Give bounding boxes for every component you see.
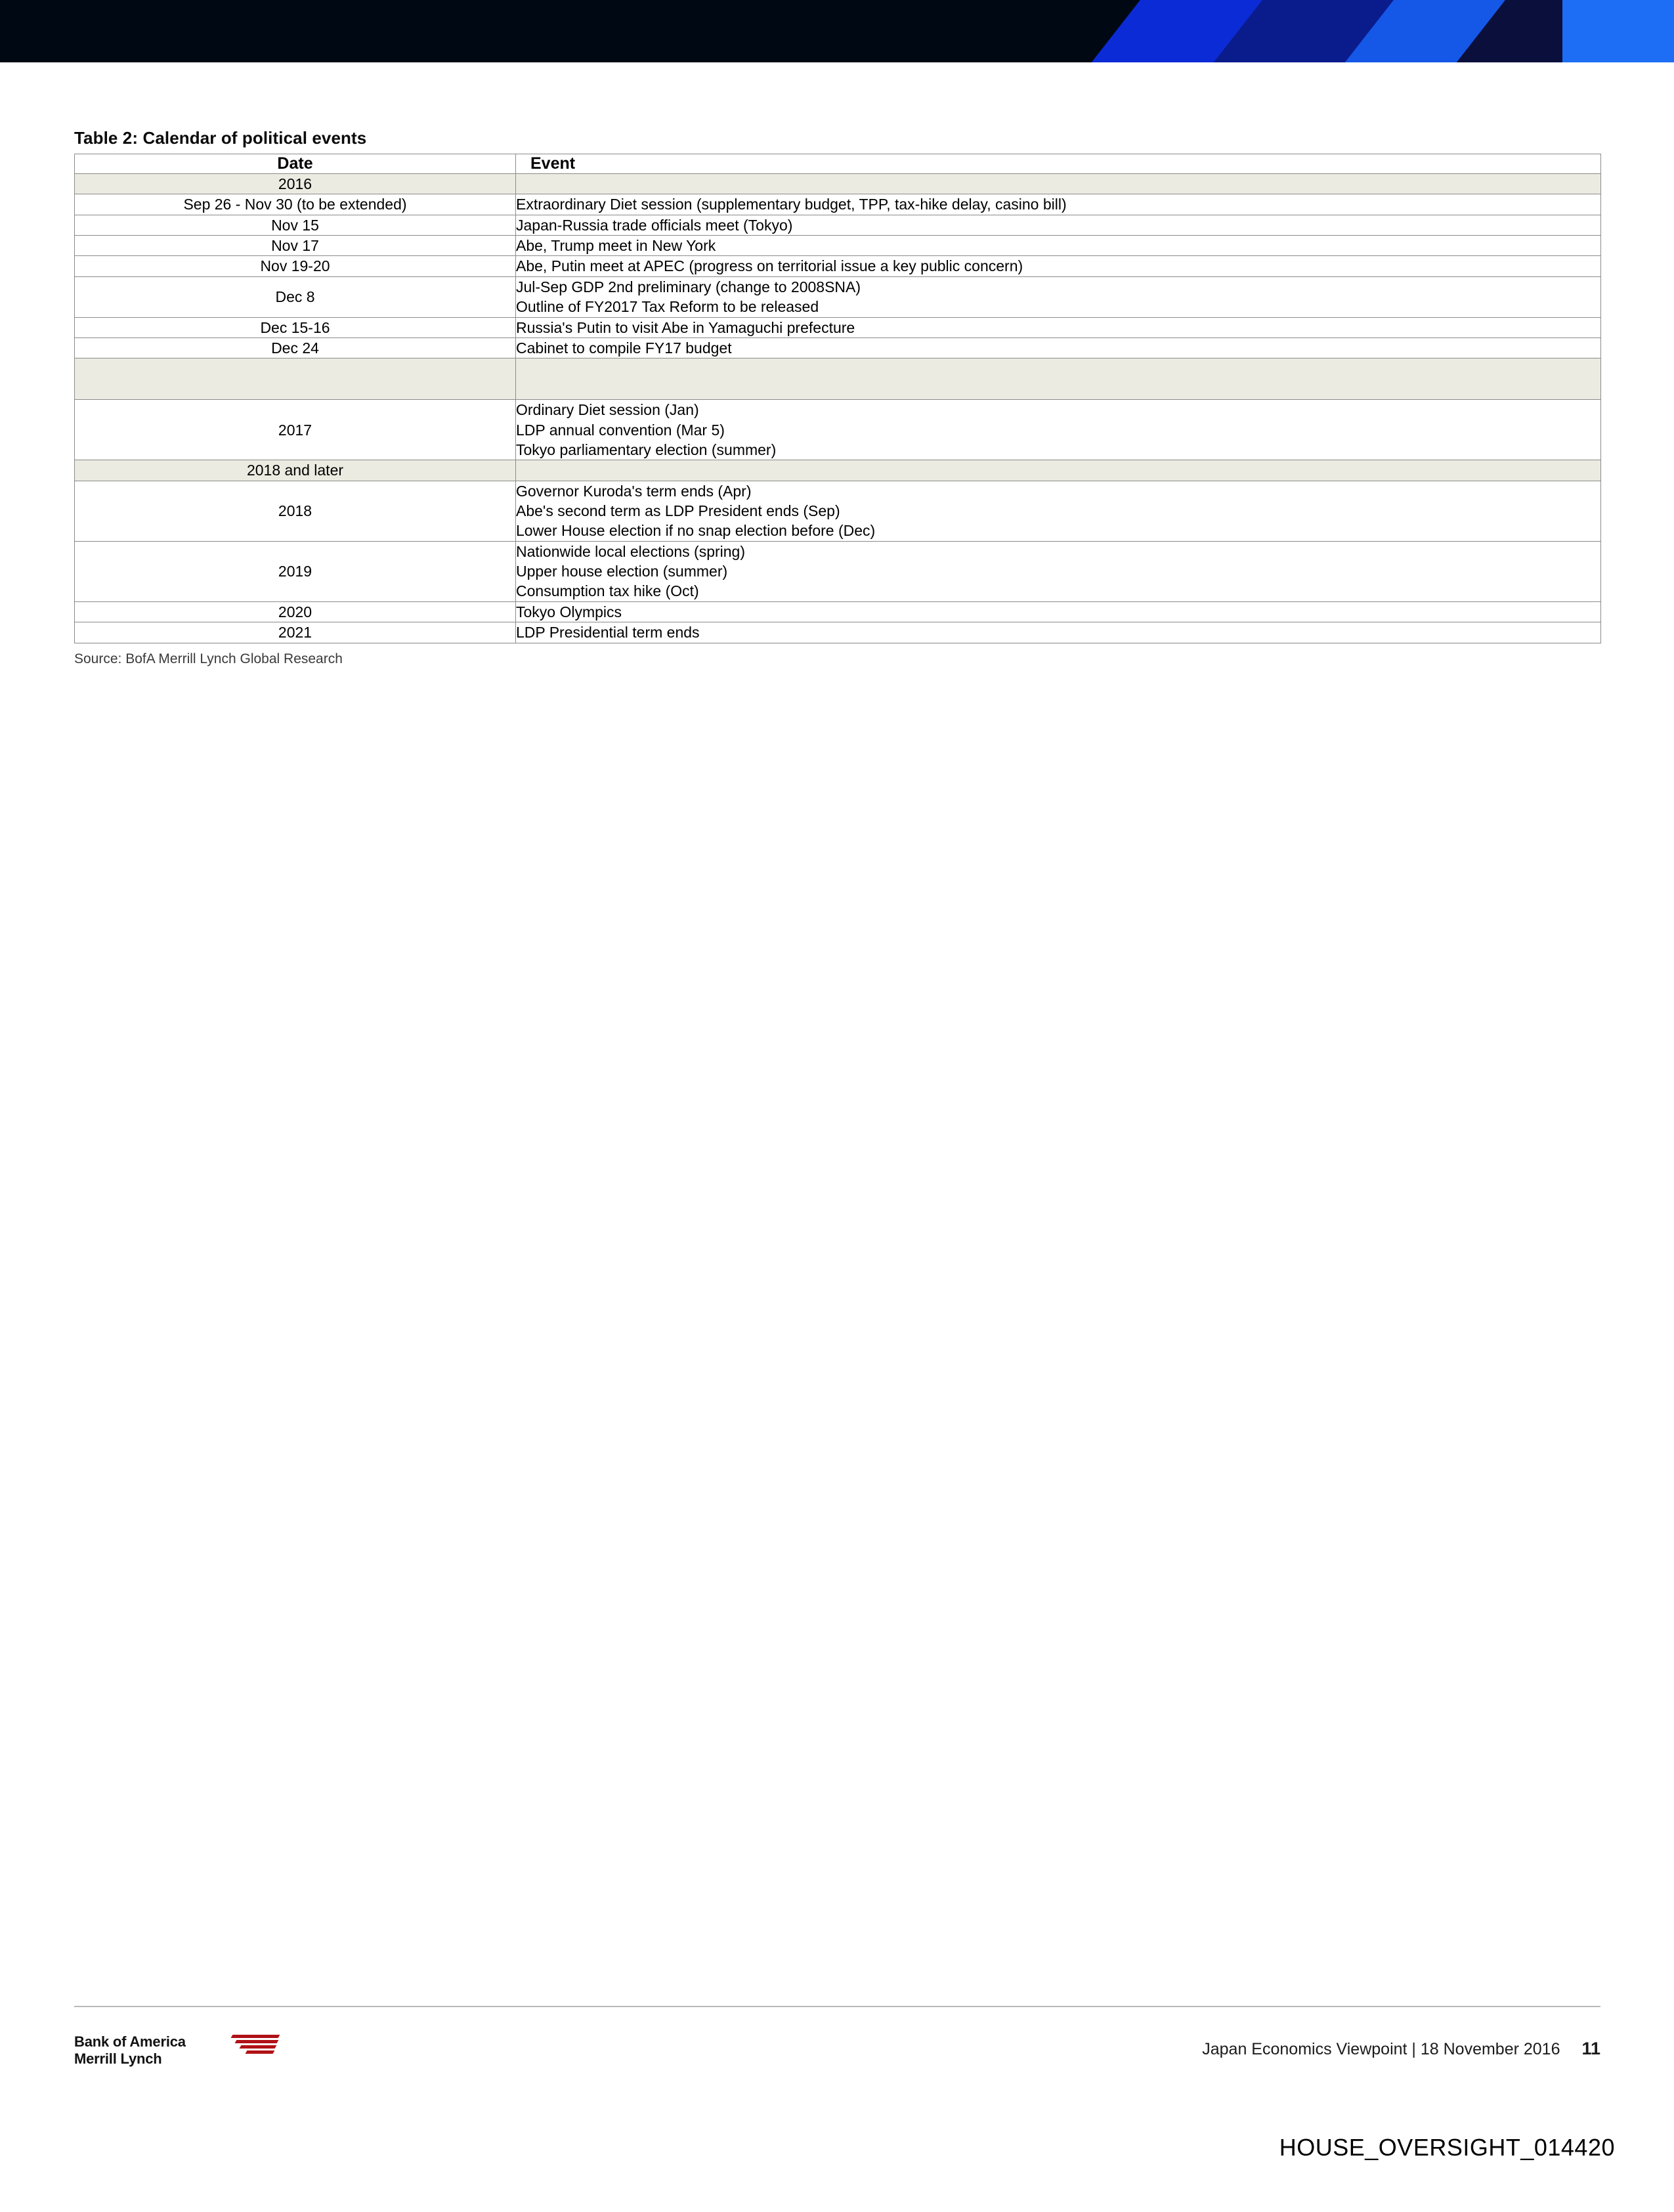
cell-event (516, 276, 1601, 317)
table-row (75, 276, 1601, 317)
document-content (74, 128, 1600, 667)
calendar-of-political-events-table (74, 154, 1601, 643)
footer-document-info: Japan Economics Viewpoint | 18 November 2016 (1202, 2040, 1560, 2058)
event-line: Outline of FY2017 Tax Reform to be released (516, 298, 819, 316)
cell-event: Cabinet to compile FY17 budget (516, 337, 1601, 358)
cell-date: Dec 15-16 (75, 317, 516, 337)
page-footer (74, 2019, 1600, 2078)
table-row (75, 215, 1601, 235)
event-line: Governor Kuroda's term ends (Apr) (516, 482, 752, 500)
cell-date (75, 358, 516, 400)
logo-line-2: Merrill Lynch (74, 2050, 162, 2067)
cell-date: Dec 24 (75, 337, 516, 358)
table-section-row (75, 460, 1601, 481)
table-spacer-row (75, 358, 1601, 400)
table-row (75, 601, 1601, 622)
event-line: Tokyo parliamentary election (summer) (516, 441, 777, 458)
cell-event: Japan-Russia trade officials meet (Tokyo) (516, 215, 1601, 235)
table-title: Table 2: Calendar of political events (74, 128, 367, 148)
event-line: Lower House election if no snap election before (Dec) (516, 522, 876, 540)
cell-event (516, 541, 1601, 601)
cell-date: Sep 26 - Nov 30 (to be extended) (75, 194, 516, 215)
cell-event: Abe, Trump meet in New York (516, 236, 1601, 256)
cell-event (516, 400, 1601, 460)
cell-date: Nov 17 (75, 236, 516, 256)
cell-date: Nov 19-20 (75, 256, 516, 276)
cell-date: 2021 (75, 622, 516, 643)
cell-date: Dec 8 (75, 276, 516, 317)
event-line: Consumption tax hike (Oct) (516, 582, 699, 600)
table-row (75, 194, 1601, 215)
table-section-row (75, 174, 1601, 194)
table-row (75, 400, 1601, 460)
table-row (75, 317, 1601, 337)
event-line: Abe's second term as LDP President ends (Sep) (516, 502, 840, 520)
table-row (75, 622, 1601, 643)
event-line: Ordinary Diet session (Jan) (516, 401, 699, 419)
table-row (75, 481, 1601, 541)
cell-event (516, 358, 1601, 400)
cell-event (516, 174, 1601, 194)
cell-date: 2019 (75, 541, 516, 601)
table-header-row (75, 154, 1601, 174)
page-number: 11 (1581, 2039, 1600, 2058)
bofa-merrill-lynch-logo (74, 2033, 291, 2068)
merrill-bull-stripes-icon (232, 2035, 279, 2060)
cell-event: Extraordinary Diet session (supplementary budget, TPP, tax-hike delay, casino bill) (516, 194, 1601, 215)
cell-date: 2018 (75, 481, 516, 541)
event-line: Nationwide local elections (spring) (516, 542, 745, 560)
banner-shape-blue-5 (1562, 0, 1674, 62)
event-line: Jul-Sep GDP 2nd preliminary (change to 2008SNA) (516, 278, 861, 295)
logo-line-1: Bank of America (74, 2033, 186, 2050)
table-row (75, 337, 1601, 358)
column-header-date: Date (75, 154, 516, 174)
event-line: LDP annual convention (Mar 5) (516, 421, 725, 439)
page-top-banner (0, 0, 1674, 62)
cell-date: 2016 (75, 174, 516, 194)
cell-date: 2020 (75, 601, 516, 622)
footer-divider (74, 2006, 1600, 2007)
cell-event (516, 460, 1601, 481)
bates-stamp: HOUSE_OVERSIGHT_014420 (1279, 2134, 1615, 2161)
event-line: Upper house election (summer) (516, 563, 728, 580)
cell-date: 2017 (75, 400, 516, 460)
table-row (75, 236, 1601, 256)
cell-date: 2018 and later (75, 460, 516, 481)
column-header-event: Event (516, 154, 1601, 174)
table-row (75, 541, 1601, 601)
cell-event: Russia's Putin to visit Abe in Yamaguchi prefecture (516, 317, 1601, 337)
cell-event: LDP Presidential term ends (516, 622, 1601, 643)
cell-date: Nov 15 (75, 215, 516, 235)
footer-document-info-group (1202, 2039, 1600, 2059)
table-row (75, 256, 1601, 276)
cell-event: Abe, Putin meet at APEC (progress on territorial issue a key public concern) (516, 256, 1601, 276)
cell-event: Tokyo Olympics (516, 601, 1601, 622)
table-source-note: Source: BofA Merrill Lynch Global Research (74, 651, 343, 666)
cell-event (516, 481, 1601, 541)
